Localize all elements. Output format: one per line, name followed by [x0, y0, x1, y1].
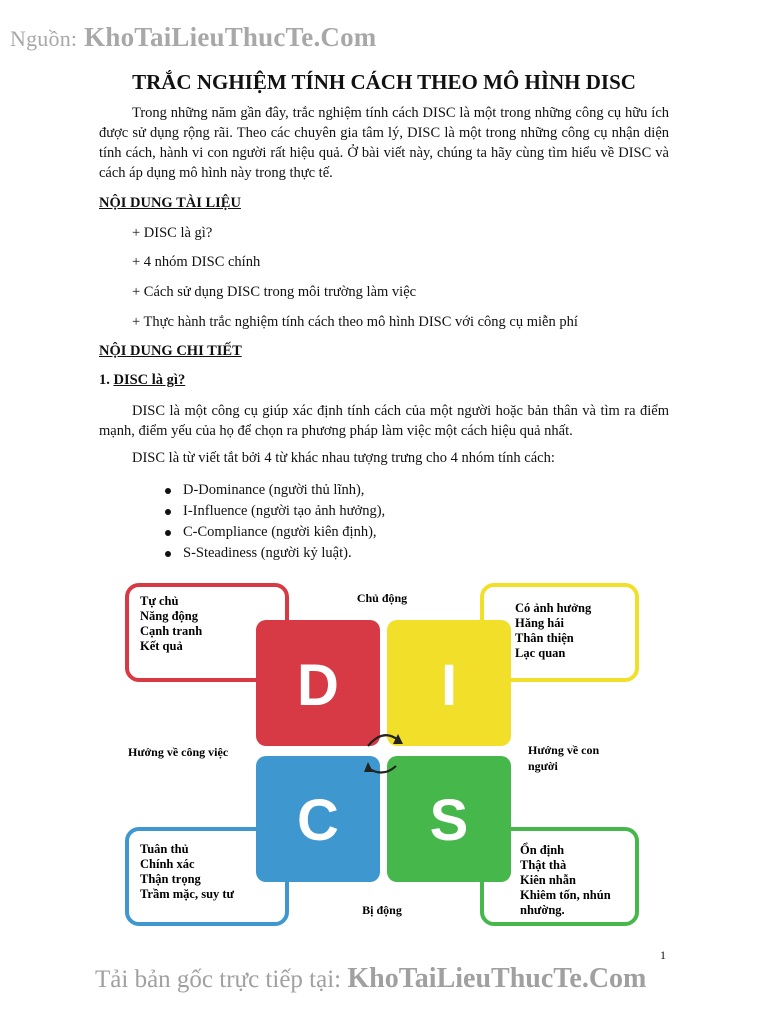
disc-diagram — [120, 578, 650, 930]
detail-heading: NỘI DUNG CHI TIẾT — [99, 343, 242, 359]
bullet-icon — [165, 551, 171, 557]
c-trait: Trầm mặc, suy tư — [140, 887, 235, 901]
list-item — [165, 480, 385, 501]
definition-text: DISC là một công cụ giúp xác định tính cách của một người hoặc bản thân và tìm ra điểm mạnh, điểm yếu của họ để chọn ra phương pháp làm việc một cách hiệu quả nhất. — [99, 403, 669, 439]
bullet-icon — [165, 488, 171, 494]
d-letter: D — [297, 653, 339, 718]
d-trait: Năng động — [140, 609, 199, 623]
source-prefix: Nguồn: — [10, 26, 78, 51]
definition-paragraph — [99, 401, 669, 441]
i-trait: Lạc quan — [515, 646, 566, 660]
intro-paragraph — [99, 103, 669, 183]
source-brand: KhoTaiLieuThucTe.Com — [84, 22, 377, 52]
page-number: 1 — [660, 948, 666, 962]
section-1-heading — [99, 372, 185, 389]
list-item-text: D-Dominance (người thủ lĩnh), — [183, 482, 365, 498]
section-title: DISC là gì? — [113, 372, 186, 388]
c-letter: C — [297, 788, 339, 853]
people-oriented-label: người — [528, 759, 558, 773]
section-number: 1. — [99, 372, 110, 388]
list-item — [165, 501, 385, 522]
source-watermark — [10, 22, 377, 53]
c-trait: Chính xác — [140, 857, 195, 871]
toc-heading: NỘI DUNG TÀI LIỆU — [99, 195, 241, 211]
bullet-icon — [165, 509, 171, 515]
list-item — [165, 543, 385, 564]
active-label: Chủ động — [356, 591, 408, 605]
list-item-text: C-Compliance (người kiên định), — [183, 524, 377, 540]
download-brand: KhoTaiLieuThucTe.Com — [347, 963, 647, 994]
i-trait: Thân thiện — [515, 631, 574, 645]
s-trait: Kiên nhẫn — [520, 873, 576, 887]
s-trait: nhường. — [520, 903, 565, 917]
c-trait: Thận trọng — [140, 872, 201, 886]
s-trait: Ổn định — [520, 843, 565, 857]
i-trait: Có ảnh hưởng — [515, 601, 592, 615]
toc-item: + DISC là gì? — [132, 225, 213, 241]
document-title: TRẮC NGHIỆM TÍNH CÁCH THEO MÔ HÌNH DISC — [132, 70, 636, 94]
disc-bullet-list — [165, 480, 385, 564]
i-trait: Hăng hái — [515, 616, 564, 630]
acronym-paragraph: DISC là từ viết tắt bởi 4 từ khác nhau tượng trưng cho 4 nhóm tính cách: — [132, 450, 555, 466]
toc-item: + Cách sử dụng DISC trong môi trường làm việc — [132, 284, 417, 300]
task-oriented-label: Hướng về công việc — [128, 745, 229, 759]
passive-label: Bị động — [362, 903, 402, 917]
people-oriented-label: Hướng về con — [528, 743, 600, 757]
d-trait: Tự chủ — [140, 594, 179, 608]
s-trait: Thật thà — [520, 858, 567, 872]
download-watermark — [95, 963, 646, 995]
i-letter: I — [440, 653, 458, 718]
download-prefix: Tải bản gốc trực tiếp tại: — [95, 966, 342, 993]
list-item — [165, 522, 385, 543]
toc-item: + Thực hành trắc nghiệm tính cách theo mô hình DISC với công cụ miễn phí — [132, 314, 578, 330]
bullet-icon — [165, 530, 171, 536]
s-letter: S — [429, 788, 469, 853]
d-trait: Kết quả — [140, 639, 183, 653]
list-item-text: I-Influence (người tạo ảnh hưởng), — [183, 503, 386, 519]
intro-text: Trong những năm gần đây, trắc nghiệm tính cách DISC là một trong những công cụ hữu ích được sử dụng rộng rãi. Theo các chuyên gia tâm lý, DISC là một trong những công cụ nhận diện tính cách, hành vi con người rất hiệu quả. Ở bài viết này, chúng ta hãy cùng tìm hiểu về DISC và cách áp dụng mô hình này trong thực tế. — [99, 105, 669, 181]
d-trait: Cạnh tranh — [140, 624, 203, 638]
s-trait: Khiêm tốn, nhún — [520, 888, 611, 902]
c-trait: Tuân thủ — [140, 842, 189, 856]
toc-item: + 4 nhóm DISC chính — [132, 254, 261, 270]
list-item-text: S-Steadiness (người kỷ luật). — [183, 545, 352, 561]
